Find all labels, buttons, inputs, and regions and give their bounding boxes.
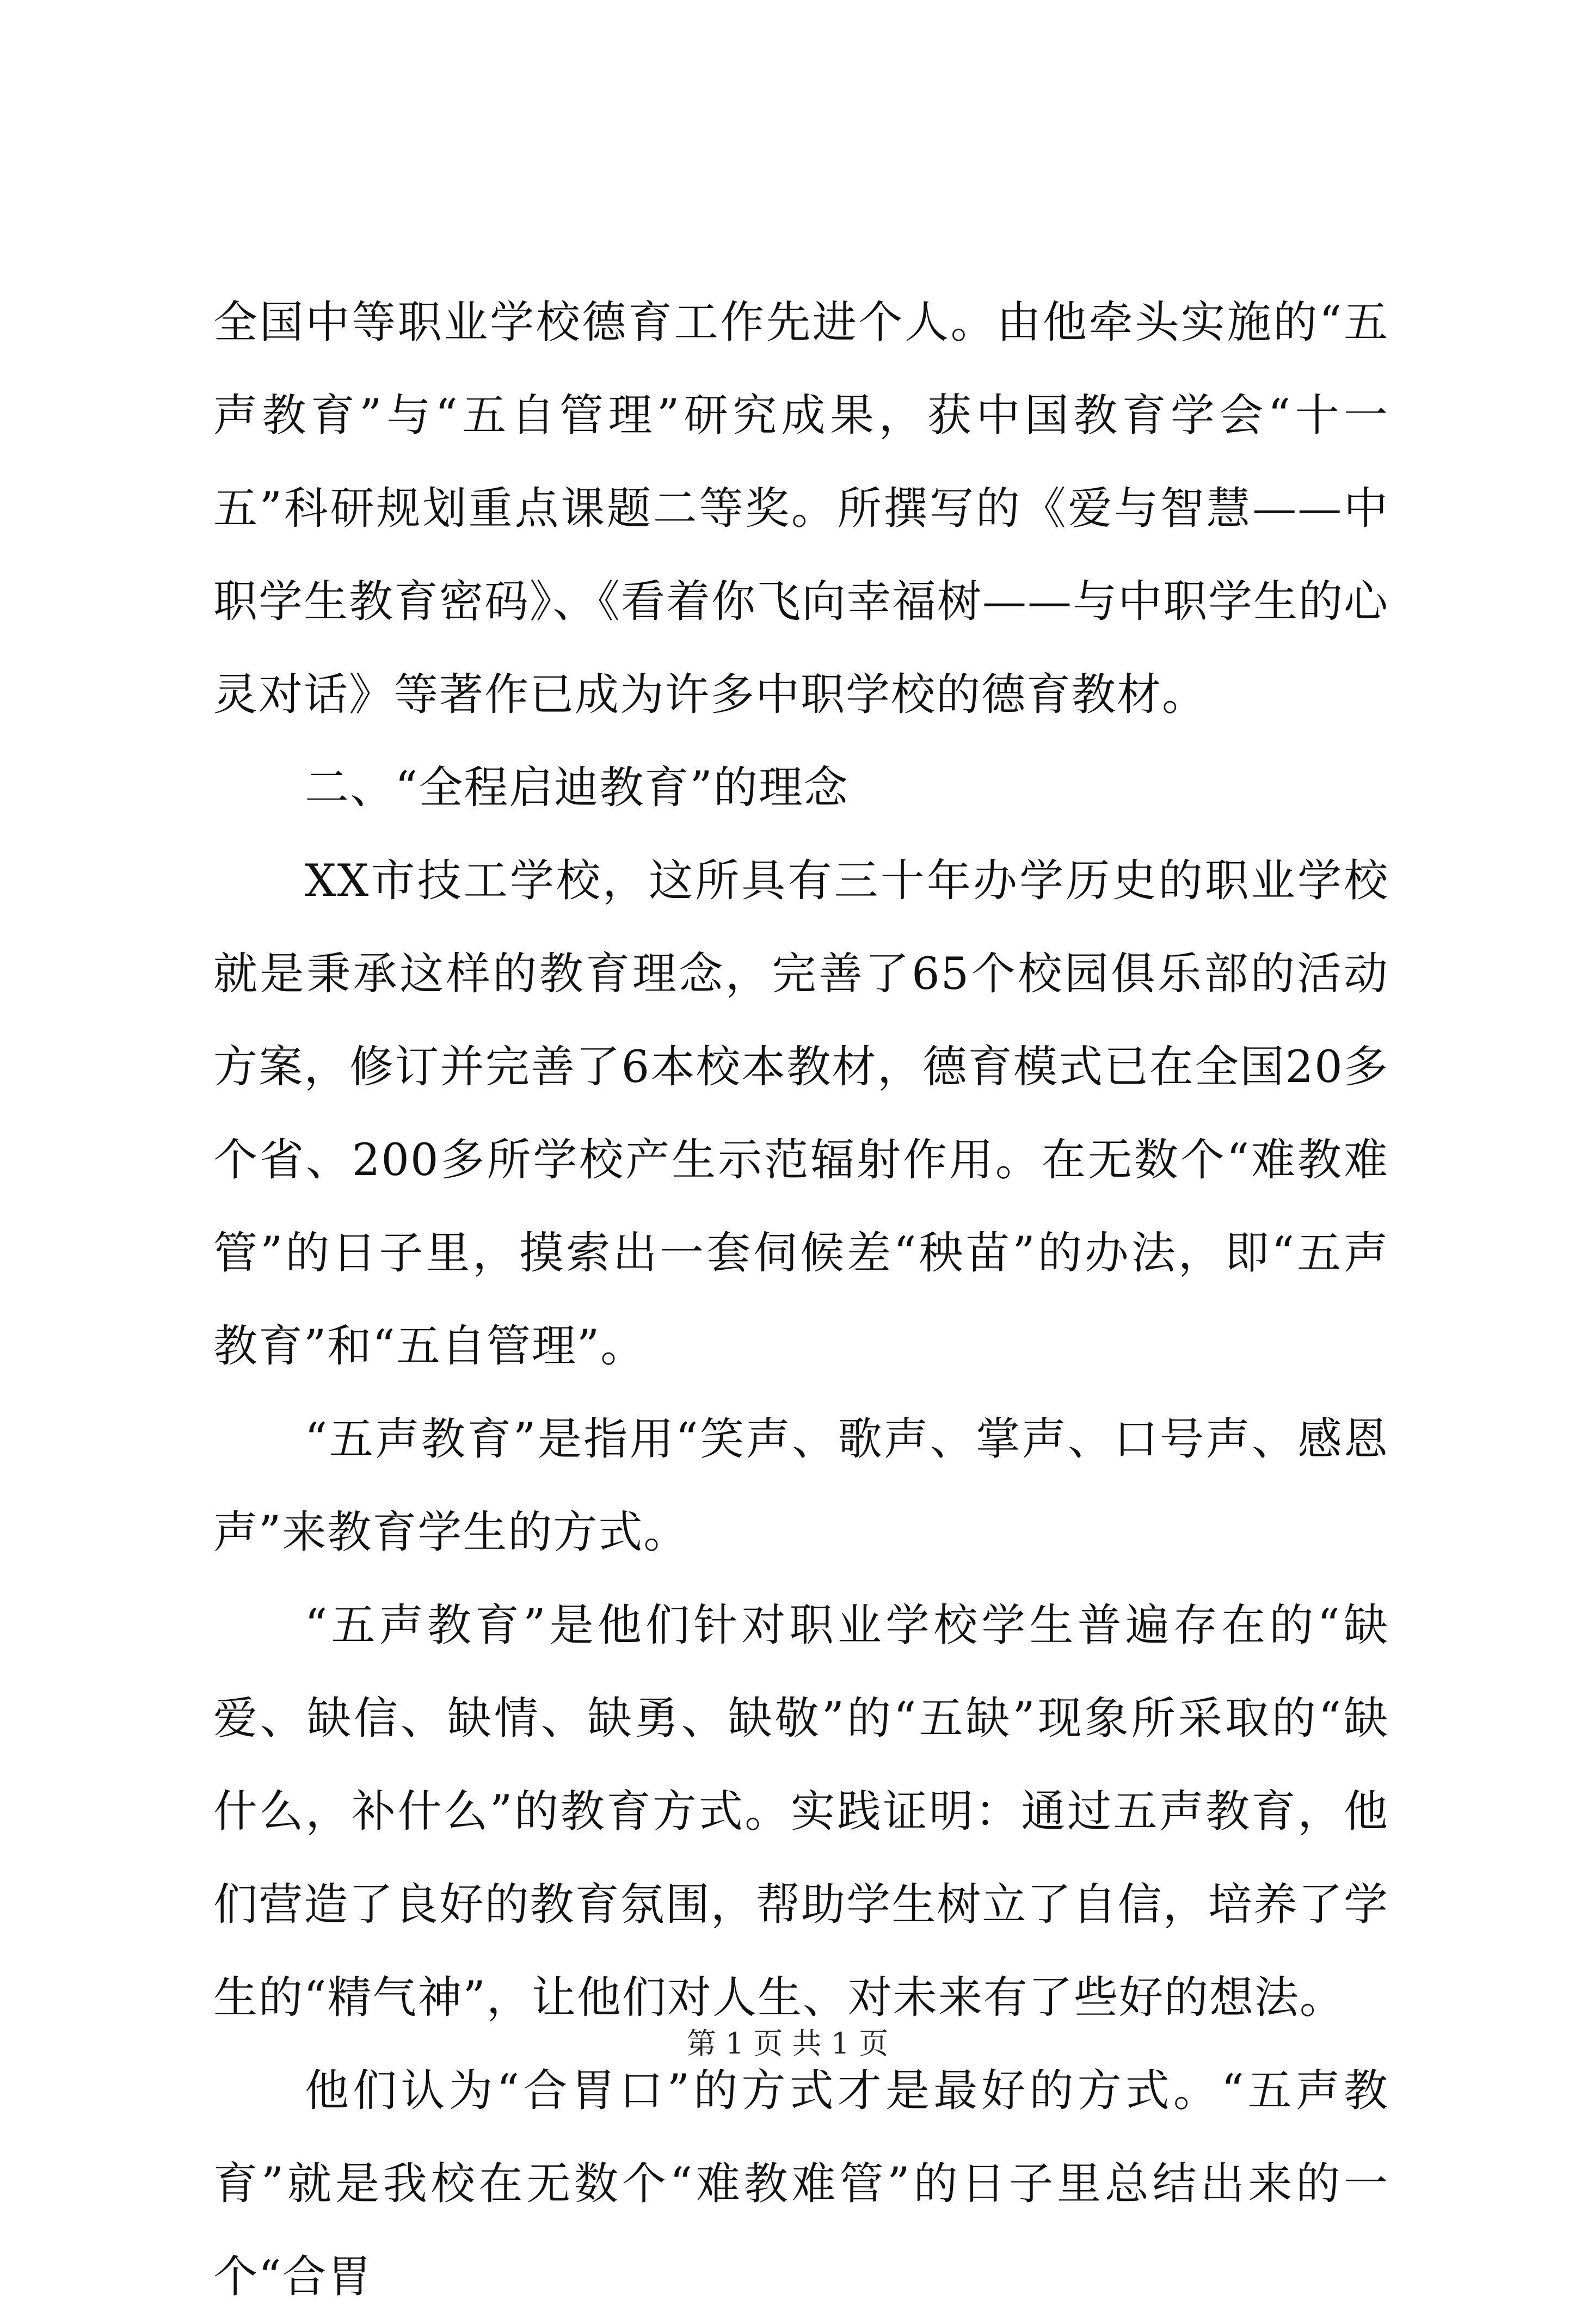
document-body	[213, 276, 1389, 2324]
paragraph-5: “五声教育”是他们针对职业学校学生普遍存在的“缺爱、缺信、缺情、缺勇、缺敬”的“五缺”现象所采取的“缺什么，补什么”的教育方式。实践证明：通过五声教育，他们营造了良好的教育氛围，帮助学生树立了自信，培养了学生的“精气神”，让他们对人生、对未来有了些好的想法。	[213, 1600, 1389, 2024]
paragraph-1: 全国中等职业学校德育工作先进个人。由他牵头实施的“五声教育”与“五自管理”研究成果，获中国教育学会“十一五”科研规划重点课题二等奖。所撰写的《爱与智慧——中职学生教育密码》、《看着你飞向幸福树——与中职学生的心灵对话》等著作已成为许多中职学校的德育教材。	[213, 297, 1389, 721]
section-heading: 二、“全程启迪教育”的理念	[305, 763, 849, 814]
paragraph-6: 他们认为“合胃口”的方式才是最好的方式。“五声教育”就是我校在无数个“难教难管”的日子里总结出来的一个“合胃	[213, 2065, 1389, 2303]
paragraph-4: “五声教育”是指用“笑声、歌声、掌声、口号声、感恩声”来教育学生的方式。	[213, 1414, 1389, 1558]
paragraph-3: XX市技工学校，这所具有三十年办学历史的职业学校就是秉承这样的教育理念，完善了65个校园俱乐部的活动方案，修订并完善了6本校本教材，德育模式已在全国20多个省、200多所学校产生示范辐射作用。在无数个“难教难管”的日子里，摸索出一套伺候差“秧苗”的办法，即“五声教育”和“五自管理”。	[213, 856, 1389, 1372]
page-footer: 第 1 页 共 1 页	[686, 2026, 889, 2061]
